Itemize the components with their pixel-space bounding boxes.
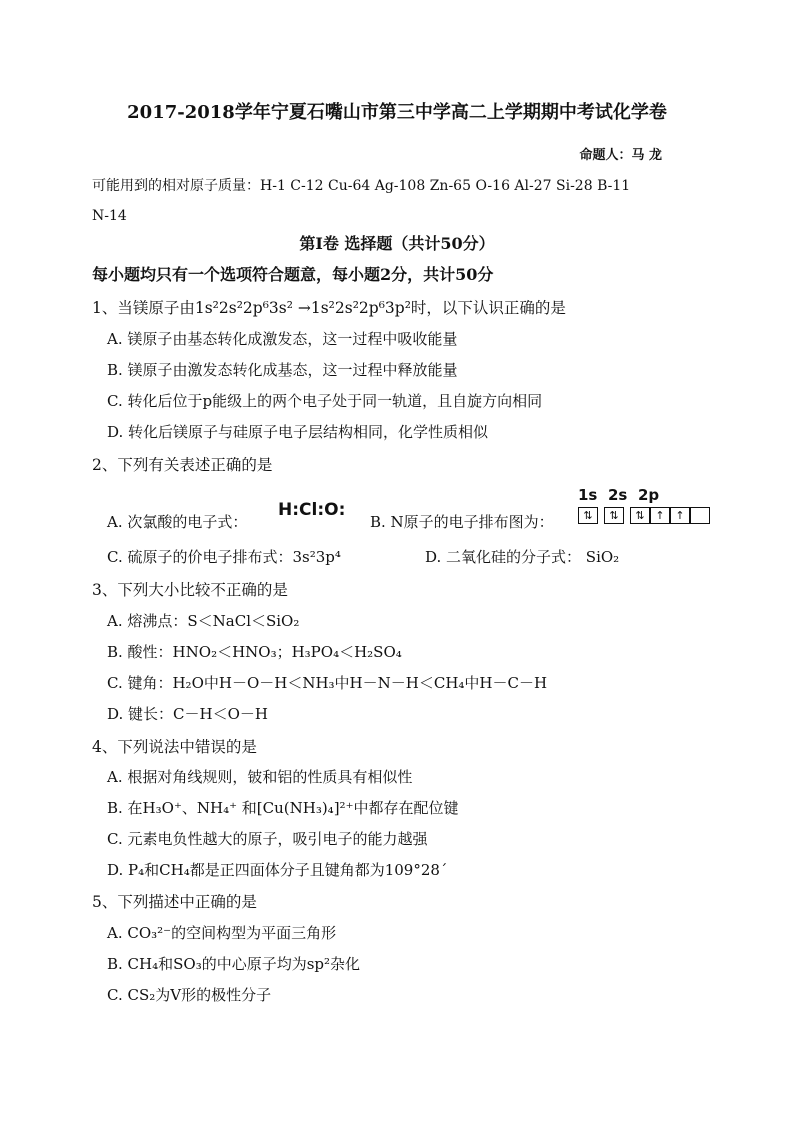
question-3-stem: 3、下列大小比较不正确的是 [92, 581, 288, 599]
nitrogen-orbital-diagram [578, 507, 710, 524]
orbital-label-2s: 2s [608, 486, 628, 504]
orbital-box-2p-4 [690, 507, 710, 524]
question-2-option-c: C. 硫原子的价电子排布式：3s²3p⁴ [107, 548, 341, 566]
exam-title: 2017-2018学年宁夏石嘴山市第三中学高二上学期期中考试化学卷 [127, 102, 667, 123]
question-3-option-b: B. 酸性：HNO₂＜HNO₃；H₃PO₄＜H₂SO₄ [107, 643, 402, 661]
atomic-masses-line-2: N-14 [92, 208, 127, 224]
question-5-option-a: A. CO₃²⁻的空间构型为平面三角形 [107, 924, 337, 942]
author-line: 命题人：马 龙 [579, 148, 662, 163]
question-1-option-d: D. 转化后镁原子与硅原子电子层结构相同，化学性质相似 [107, 423, 489, 441]
orbital-label-2p: 2p [638, 486, 660, 504]
question-4-option-a: A. 根据对角线规则，铍和铝的性质具有相似性 [107, 768, 413, 786]
question-4-stem: 4、下列说法中错误的是 [92, 738, 257, 756]
question-2-option-b: B. N原子的电子排布图为： [370, 513, 554, 531]
question-2-stem: 2、下列有关表述正确的是 [92, 456, 273, 474]
orbital-label-1s: 1s [578, 486, 598, 504]
question-4-option-c: C. 元素电负性越大的原子，吸引电子的能力越强 [107, 830, 428, 848]
question-2-option-a: A. 次氯酸的电子式： [107, 513, 248, 531]
question-1-option-a: A. 镁原子由基态转化成激发态，这一过程中吸收能量 [107, 330, 458, 348]
orbital-box-2s: ⇅ [604, 507, 624, 524]
section-title: 第Ⅰ卷 选择题（共计50分） [299, 234, 495, 253]
question-1-stem: 1、当镁原子由1s²2s²2p⁶3s² →1s²2s²2p⁶3p²时，以下认识正确的是 [92, 299, 566, 317]
question-5-option-c: C. CS₂为V形的极性分子 [107, 986, 272, 1004]
orbital-box-1s: ⇅ [578, 507, 598, 524]
question-4-option-b: B. 在H₃O⁺、NH₄⁺ 和[Cu(NH₃)₄]²⁺中都存在配位键 [107, 799, 459, 817]
question-4-option-d: D. P₄和CH₄都是正四面体分子且键角都为109°28´ [107, 861, 448, 879]
question-5-option-b: B. CH₄和SO₃的中心原子均为sp²杂化 [107, 955, 361, 973]
question-1-option-c: C. 转化后位于p能级上的两个电子处于同一轨道，且自旋方向相同 [107, 392, 543, 410]
question-1-option-b: B. 镁原子由激发态转化成基态，这一过程中释放能量 [107, 361, 458, 379]
question-3-option-d: D. 键长：C－H＜O－H [107, 705, 268, 723]
section-instruction: 每小题均只有一个选项符合题意，每小题2分，共计50分 [92, 265, 494, 284]
question-2-option-d: D. 二氧化硅的分子式： SiO₂ [425, 548, 620, 566]
orbital-box-2p-3: ↑ [670, 507, 690, 524]
orbital-labels [578, 486, 668, 504]
question-3-option-c: C. 键角：H₂O中H－O－H＜NH₃中H－N－H＜CH₄中H－C－H [107, 674, 548, 692]
question-3-option-a: A. 熔沸点：S＜NaCl＜SiO₂ [107, 612, 300, 630]
orbital-box-2p-1: ⇅ [630, 507, 650, 524]
hypochlorous-acid-lewis-structure: H:Cl:O: [278, 500, 346, 520]
orbital-box-2p-2: ↑ [650, 507, 670, 524]
question-5-stem: 5、下列描述中正确的是 [92, 893, 257, 911]
atomic-masses-line-1: 可能用到的相对原子质量：H-1 C-12 Cu-64 Ag-108 Zn-65 O-16 Al-27 Si-28 B-11 [92, 178, 631, 194]
